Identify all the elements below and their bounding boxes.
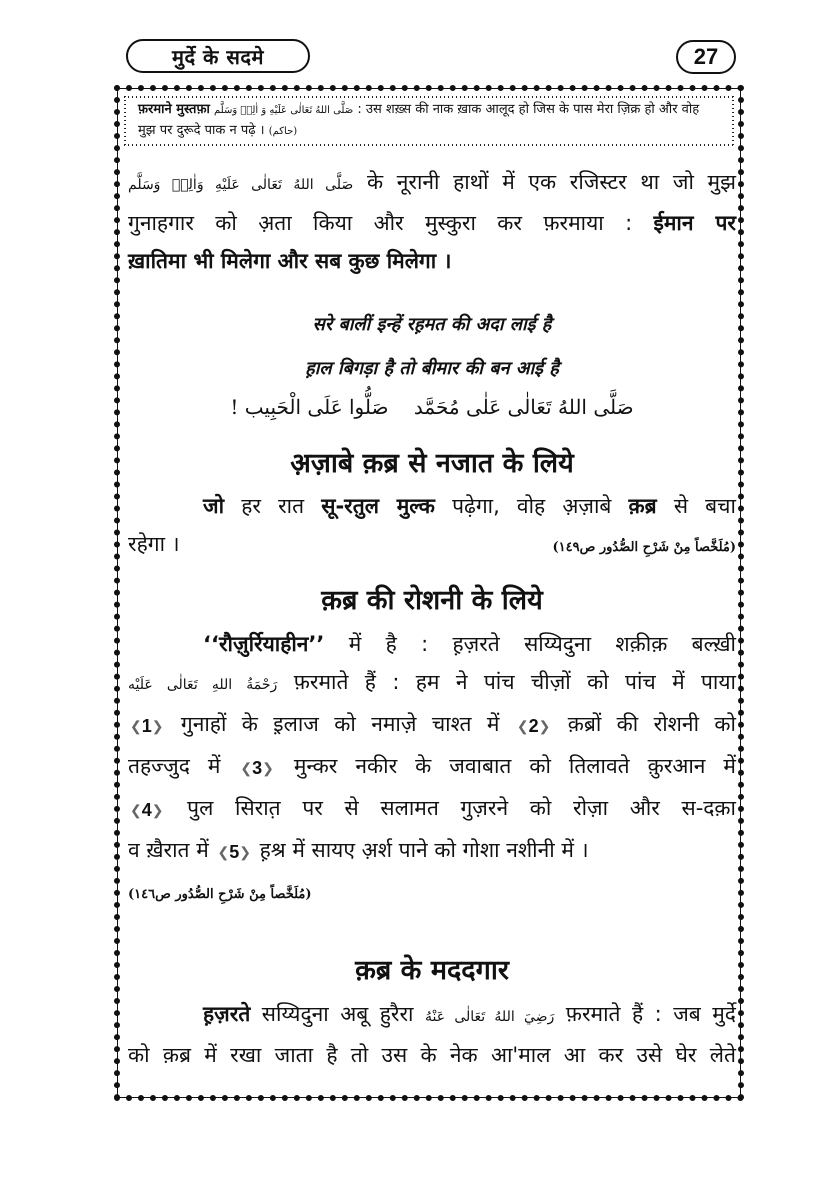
- marker-num: 1: [141, 716, 152, 736]
- ornament-left-icon: ❮: [130, 718, 142, 734]
- s2-book-name: ‘‘रौज़ुर्रियाहीन’’: [203, 632, 325, 656]
- list-item-1-text: गुनाहों के इ़लाज को नमाज़े चाश्त में: [180, 712, 500, 736]
- s2-list-line-2: [128, 746, 736, 788]
- poem-verse-2: ह़ाल बिगड़ा है तो बीमार की बन आई है: [305, 358, 559, 379]
- s2-line-2: [128, 663, 736, 704]
- list-item-4-text-b: व ख़ैरात में: [128, 838, 209, 862]
- page-number: 27: [693, 44, 719, 69]
- s1-bold-2: सू-रतुल मुल्क: [321, 494, 435, 518]
- list-item-4-text-a: पुल सिरात़ पर से सलामत गुज़रने को रोज़ा और स-दक़ा: [187, 796, 736, 820]
- section-1-line-2: [128, 525, 736, 567]
- s3-line-2: को क़ब्र में रखा जाता है तो उस के नेक आ'माल आ कर उसे घेर लेते: [128, 1043, 736, 1067]
- ornament-left-icon: ❮: [130, 802, 142, 818]
- s2-line-1: [128, 625, 736, 663]
- s2-text-1: में है : ह़ज़रते सय्यिदुना शक़ीक़ बल्ख़ी: [348, 632, 736, 656]
- list-item-5-text: ह़श्र में सायए अ़र्श पाने को गोशा नशीनी में ।: [259, 838, 589, 862]
- list-marker-4: [130, 790, 163, 830]
- section-1-line-1: [128, 487, 736, 525]
- section-heading-3: क़ब्र के मददगार: [355, 955, 509, 986]
- section-3-paragraph: [128, 995, 736, 1074]
- notice-label: फ़रमाने मुस्तफ़ा: [138, 102, 210, 117]
- list-item-3-text: मुन्कर नकीर के जवाबात को तिलावते क़ुरआन में: [293, 754, 736, 778]
- list-item-2-text-b: तहज्जुद में: [128, 754, 221, 778]
- list-marker-1: [130, 706, 163, 746]
- list-marker-5: [217, 832, 250, 872]
- ornament-right-icon: ❯: [151, 802, 164, 818]
- ornament-right-icon: ❯: [239, 844, 251, 860]
- notice-arabic-salutation: صَلَّى اللهُ تَعَالٰى عَلَيْهِ وَ اٰلِهٖ وَسَلَّم: [214, 105, 354, 116]
- poem-verse-1: सरे बालीं इन्हें रह़मत की अदा लाई है: [312, 314, 552, 335]
- marker-num: 4: [141, 800, 152, 820]
- book-title-header: [126, 39, 310, 73]
- s1-text-2: पढ़ेगा, वोह अ़ज़ाबे: [452, 494, 612, 518]
- ornament-left-icon: ❮: [516, 718, 529, 734]
- durood-part-2: صَلَّى اللهُ تَعَالٰى عَلٰى مُحَمَّد: [413, 395, 634, 419]
- intro-text-1: के नूरानी हाथों में एक रजिस्टर था जो मुझ: [366, 170, 736, 194]
- s2-text-2: फ़रमाते हैं : हम ने पांच चीज़ों को पांच में पाया: [293, 670, 736, 694]
- section-heading-1: अ़ज़ाबे क़ब्र से नजात के लिये: [290, 448, 574, 479]
- s1-text-3: से बचा: [673, 494, 736, 518]
- section-2-paragraph: [128, 625, 736, 910]
- page-number-badge: [676, 40, 736, 74]
- marker-num: 3: [252, 758, 263, 778]
- s2-list-line-4: [128, 830, 736, 872]
- s2-list-line-1: [128, 704, 736, 746]
- ornament-left-icon: ❮: [217, 844, 230, 860]
- s2-arabic-honorific: رَحْمَةُ اللهِ تَعَالٰى عَلَيْه: [128, 677, 278, 693]
- s3-bold: ह़ज़रते: [203, 1002, 251, 1026]
- s3-text-2: फ़रमाते हैं : जब मुर्दे: [565, 1002, 736, 1026]
- notice-text-1: : उस शख़्स की नाक ख़ाक आलूद हो जिस के पास मेरा ज़िक्र हो और वोह: [357, 102, 700, 117]
- section-1-paragraph: [128, 487, 736, 567]
- s3-arabic-honorific: رَضِيَ اللهُ تَعَالٰى عَنْهُ: [424, 1009, 555, 1025]
- ornament-right-icon: ❯: [262, 760, 274, 776]
- intro-line-1: [128, 163, 736, 204]
- list-item-2-text-a: क़ब्रों की रोशनी को: [567, 712, 736, 736]
- list-marker-2: [517, 706, 550, 746]
- marker-num: 2: [528, 716, 539, 736]
- s2-list-line-3: [128, 788, 736, 830]
- ornament-right-icon: ❯: [151, 718, 164, 734]
- notice-source: (حاکم): [268, 126, 298, 137]
- intro-bold-2: ईमान पर: [653, 211, 737, 235]
- durood-line: [128, 395, 736, 419]
- notice-line-2: [138, 121, 720, 142]
- intro-paragraph: [128, 163, 736, 280]
- s1-reference: (مُلَخَّصاً مِنْ شَرْحِ الصُّدُور ص١٤٩): [552, 540, 736, 555]
- s3-text-1: सय्यिदुना अबू हुरैरा: [261, 1002, 414, 1026]
- notice-text-2: मुझ पर दुरूदे पाक न पढ़े ।: [138, 123, 265, 138]
- section-heading-2: क़ब्र की रोशनी के लिये: [321, 585, 543, 616]
- s2-reference-line: [128, 876, 736, 910]
- ornament-left-icon: ❮: [240, 760, 253, 776]
- ornament-right-icon: ❯: [538, 718, 551, 734]
- book-title: मुर्दे के सदमे: [172, 44, 264, 69]
- s1-bold-1: जो: [203, 494, 225, 518]
- notice-line-1: [138, 100, 720, 121]
- s1-bold-3: क़ब्र: [628, 494, 657, 518]
- s2-reference: (مُلَخَّصاً مِنْ شَرْحِ الصُّدُور ص١٤٦): [128, 887, 312, 902]
- hadith-notice-box: [124, 96, 734, 146]
- s1-text-1: हर रात: [241, 494, 305, 518]
- intro-line-3: ख़ातिमा भी मिलेगा और सब कुछ मिलेगा ।: [128, 249, 452, 273]
- marker-num: 5: [229, 842, 240, 862]
- intro-arabic-salutation: صَلَّى اللهُ تَعَالٰى عَلَيْهِ وَاٰلِهٖ وَسَلَّم: [128, 177, 354, 193]
- durood-part-1: صَلُّوا عَلَى الْحَبِيب !: [230, 395, 389, 419]
- s1-line-2-text: रहेगा ।: [128, 532, 180, 556]
- list-marker-3: [240, 748, 273, 788]
- s3-line-1: [128, 995, 736, 1036]
- intro-text-2: गुनाहगार को अ़ता किया और मुस्कुरा कर फ़रमाया :: [128, 211, 633, 235]
- intro-line-2: [128, 204, 736, 242]
